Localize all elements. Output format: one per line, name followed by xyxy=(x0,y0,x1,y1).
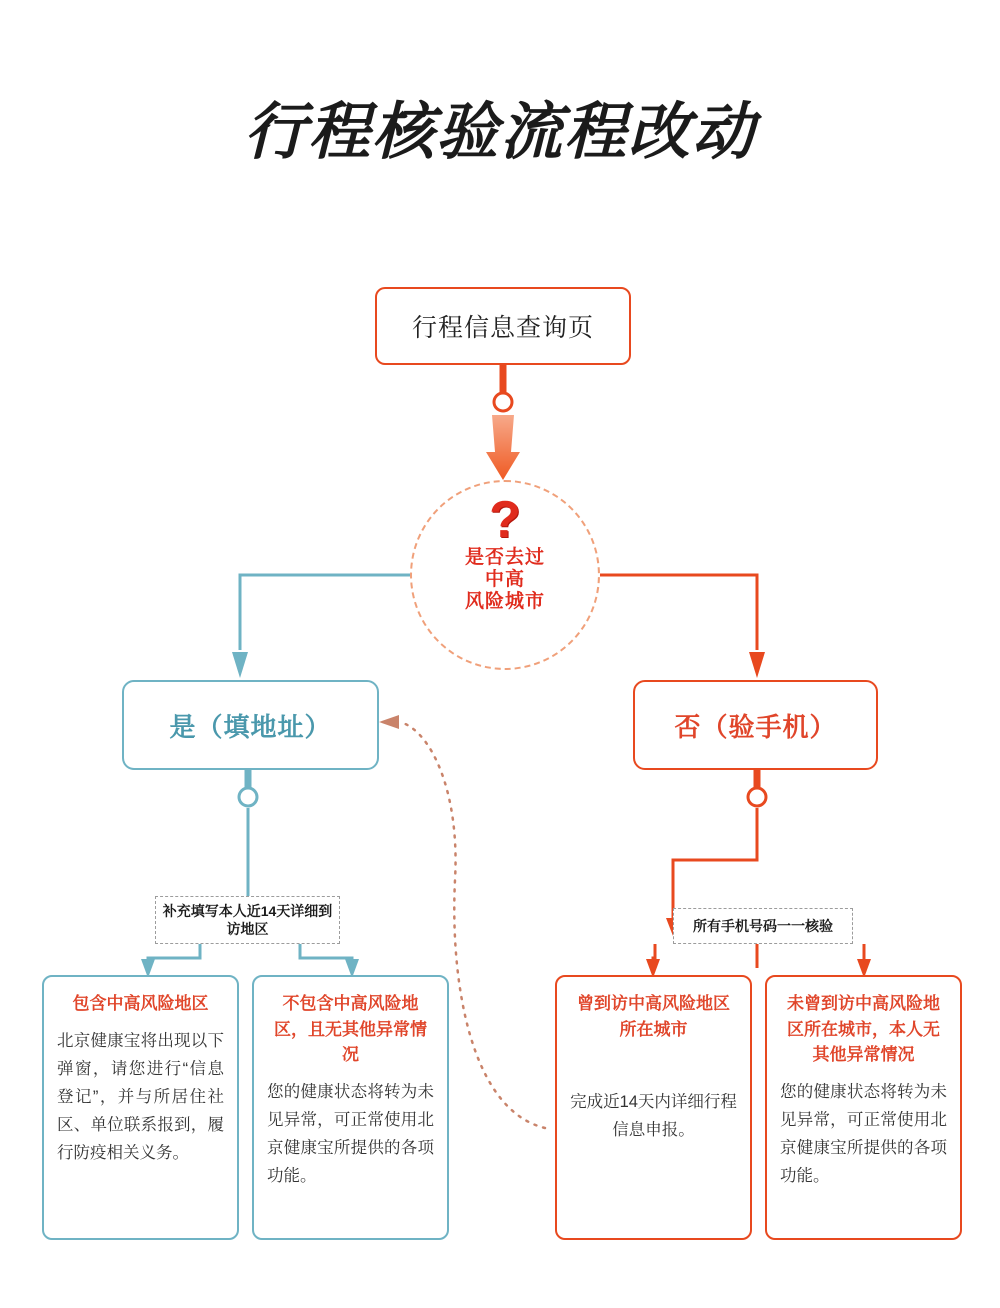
result-card-1-heading: 包含中高风险地区 xyxy=(72,994,209,1013)
note-no-branch xyxy=(673,908,853,944)
result-card-4-heading: 未曾到访中高风险地区所在城市，本人无其他异常情况 xyxy=(787,994,940,1064)
result-card-4-body: 您的健康状态将转为未见异常，可正常使用北京健康宝所提供的各项功能。 xyxy=(780,1082,947,1185)
note-yes-branch xyxy=(155,896,340,944)
connector-entry-to-decision xyxy=(486,365,520,480)
node-branch-yes[interactable] xyxy=(122,680,379,770)
node-branch-no-label: 否（验手机） xyxy=(674,711,837,742)
result-card-1-body: 北京健康宝将出现以下弹窗，请您进行“信息登记”，并与所居住社区、单位联系报到，履行防疫相关义务。 xyxy=(57,1031,224,1162)
page-title: 行程核验流程改动 xyxy=(243,95,756,168)
node-entry-label: 行程信息查询页 xyxy=(411,314,594,342)
connector-decision-to-yes xyxy=(232,575,410,678)
decision-label-line-2: 中高 xyxy=(484,569,525,591)
decision-label-line-3: 风险城市 xyxy=(464,591,545,613)
result-card-4 xyxy=(765,975,962,1240)
result-card-2 xyxy=(252,975,449,1240)
result-card-3-heading: 曾到访中高风险地区所在城市 xyxy=(577,994,730,1039)
result-card-2-heading: 不包含中高风险地区，且无其他异常情况 xyxy=(274,994,427,1064)
node-decision[interactable] xyxy=(410,480,600,670)
decision-label-line-1: 是否去过 xyxy=(464,547,545,569)
result-card-2-body: 您的健康状态将转为未见异常，可正常使用北京健康宝所提供的各项功能。 xyxy=(267,1082,434,1185)
connector-yes-to-note xyxy=(239,770,257,896)
connector-decision-to-no xyxy=(600,575,765,678)
note-no-branch-label: 所有手机号码一一核验 xyxy=(693,917,833,934)
connector-note-to-cards-left xyxy=(141,944,359,978)
question-mark-icon: ? xyxy=(489,491,521,549)
node-branch-yes-label: 是（填地址） xyxy=(169,711,332,742)
node-branch-no[interactable] xyxy=(633,680,878,770)
node-decision-label xyxy=(465,547,545,613)
node-entry[interactable] xyxy=(375,287,631,365)
note-yes-branch-label: 补充填写本人近14天详细到访地区 xyxy=(162,902,333,937)
result-card-1 xyxy=(42,975,239,1240)
result-card-3 xyxy=(555,975,752,1240)
result-card-3-body: 完成近14天内详细行程信息申报。 xyxy=(570,1093,737,1140)
